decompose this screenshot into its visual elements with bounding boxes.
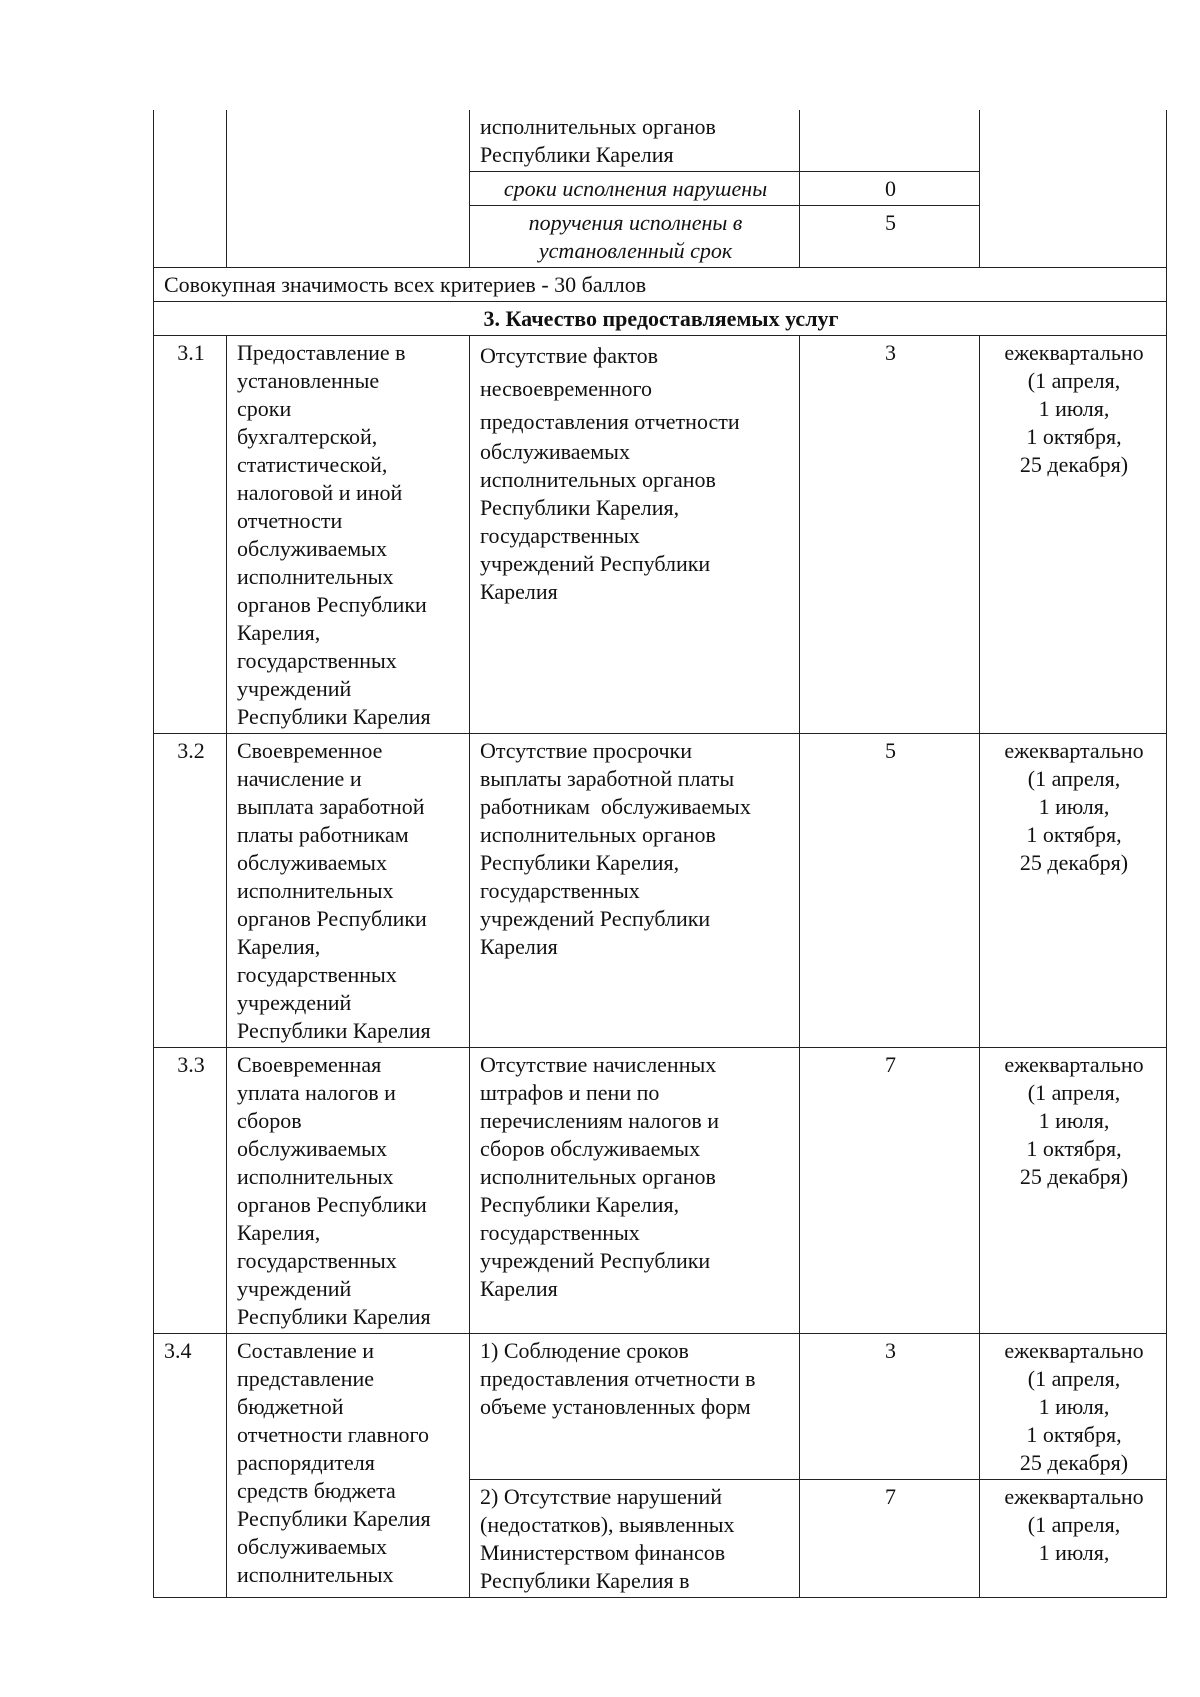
points-cell: 3 bbox=[800, 336, 980, 734]
criterion-cell bbox=[470, 1334, 800, 1480]
period-cell bbox=[980, 110, 1167, 268]
text-line: штрафов и пени по bbox=[480, 1080, 660, 1105]
text-line: выплата заработной bbox=[237, 794, 425, 819]
text-line: Республики Карелия в bbox=[480, 1568, 690, 1593]
points-cell: 7 bbox=[800, 1048, 980, 1334]
text-line: исполнительных bbox=[237, 1164, 394, 1189]
text-line: несвоевременного bbox=[480, 376, 652, 401]
period-cell bbox=[980, 1048, 1167, 1334]
text-line: сборов обслуживаемых bbox=[480, 1136, 701, 1161]
text-line: 1 октября, bbox=[1026, 822, 1122, 847]
text-line: ежеквартально bbox=[1004, 340, 1144, 365]
text-line: сроки bbox=[237, 396, 292, 421]
text-line: Отсутствие фактов bbox=[480, 343, 659, 368]
criterion-cell bbox=[470, 110, 800, 172]
text-line: отчетности главного bbox=[237, 1422, 430, 1447]
criterion-cell bbox=[470, 1048, 800, 1334]
text-line: Республики Карелия bbox=[237, 1506, 431, 1531]
text-line: учреждений Республики bbox=[480, 906, 711, 931]
text-line: выплаты заработной платы bbox=[480, 766, 735, 791]
text-line: представление bbox=[237, 1366, 375, 1391]
text-line: (1 апреля, bbox=[1027, 1080, 1121, 1105]
text-line: перечислениям налогов и bbox=[480, 1108, 720, 1133]
points-cell: 7 bbox=[800, 1480, 980, 1598]
text-line: 1 октября, bbox=[1026, 1422, 1122, 1447]
period-cell bbox=[980, 1480, 1167, 1598]
text-line: Карелия, bbox=[237, 934, 321, 959]
text-line: исполнительных органов bbox=[480, 822, 716, 847]
text-line: органов Республики bbox=[237, 592, 427, 617]
period-cell bbox=[980, 336, 1167, 734]
text-line: предоставления отчетности в bbox=[480, 1366, 756, 1391]
text-line: учреждений Республики bbox=[480, 1248, 711, 1273]
text-line: начисление и bbox=[237, 766, 362, 791]
criterion-cell bbox=[470, 734, 800, 1048]
indicator-cell bbox=[227, 734, 470, 1048]
text-line: органов Республики bbox=[237, 906, 427, 931]
text-line: Республики Карелия, bbox=[480, 850, 680, 875]
criterion-cell bbox=[470, 336, 800, 734]
text-line: исполнительных органов bbox=[480, 467, 716, 492]
text-line: исполнительных органов bbox=[480, 114, 716, 139]
text-line: статистической, bbox=[237, 452, 388, 477]
text-line: органов Республики bbox=[237, 1192, 427, 1217]
text-line: исполнительных bbox=[237, 564, 394, 589]
text-line: обслуживаемых bbox=[237, 536, 387, 561]
text-line: (1 апреля, bbox=[1027, 368, 1121, 393]
text-line: исполнительных bbox=[237, 878, 394, 903]
text-line: (недостатков), выявленных bbox=[480, 1512, 735, 1537]
text-line: государственных bbox=[237, 1248, 397, 1273]
text-line: 1) Соблюдение сроков bbox=[480, 1338, 689, 1363]
text-line: 1 июля, bbox=[1038, 1108, 1110, 1133]
text-line: установленные bbox=[237, 368, 380, 393]
text-line: уплата налогов и bbox=[237, 1080, 396, 1105]
text-line: работникам обслуживаемых bbox=[480, 794, 751, 819]
text-line: учреждений Республики bbox=[480, 551, 711, 576]
text-line: Предоставление в bbox=[237, 340, 406, 365]
text-line: Республики Карелия bbox=[237, 1304, 431, 1329]
text-line: учреждений bbox=[237, 1276, 352, 1301]
section-heading-row bbox=[154, 302, 1167, 336]
text-line: Отсутствие начисленных bbox=[480, 1052, 717, 1077]
row-number: 3.2 bbox=[154, 734, 227, 1048]
text-line: 1 июля, bbox=[1038, 1394, 1110, 1419]
table-row bbox=[154, 1334, 1167, 1480]
text-line: 25 декабря) bbox=[1019, 452, 1129, 477]
text-line: Карелия, bbox=[237, 620, 321, 645]
text-line: 1 июля, bbox=[1038, 1540, 1110, 1565]
points-cell bbox=[800, 110, 980, 172]
row-number: 3.1 bbox=[154, 336, 227, 734]
text-line: Своевременное bbox=[237, 738, 383, 763]
text-line: средств бюджета bbox=[237, 1478, 396, 1503]
num-cell bbox=[154, 110, 227, 268]
continued-row bbox=[154, 110, 1167, 172]
text-line: предоставления отчетности bbox=[480, 409, 740, 434]
text-line: исполнительных органов bbox=[480, 1164, 716, 1189]
text-line: Отсутствие просрочки bbox=[480, 738, 692, 763]
text-line: (1 апреля, bbox=[1027, 1366, 1121, 1391]
table-row bbox=[154, 734, 1167, 1048]
text-line: учреждений bbox=[237, 990, 352, 1015]
row-number: 3.4 bbox=[154, 1334, 227, 1598]
text-line: Республики Карелия bbox=[237, 1018, 431, 1043]
text-line: (1 апреля, bbox=[1027, 1512, 1121, 1537]
text-line: Своевременная bbox=[237, 1052, 382, 1077]
period-cell bbox=[980, 1334, 1167, 1480]
table-row bbox=[154, 336, 1167, 734]
text-line: Карелия bbox=[480, 579, 558, 604]
criteria-table bbox=[153, 110, 1167, 1598]
indicator-cell bbox=[227, 336, 470, 734]
text-line: обслуживаемых bbox=[237, 1534, 387, 1559]
text-line: государственных bbox=[237, 962, 397, 987]
text-line: бюджетной bbox=[237, 1394, 344, 1419]
criterion-cell bbox=[470, 1480, 800, 1598]
section-heading: 3. Качество предоставляемых услуг bbox=[154, 302, 1167, 336]
text-line: 1 октября, bbox=[1026, 1136, 1122, 1161]
indicator-cell bbox=[227, 1334, 470, 1598]
text-line: Карелия bbox=[480, 1276, 558, 1301]
text-line: поручения исполнены в bbox=[528, 210, 743, 235]
criterion-cell bbox=[470, 172, 800, 206]
period-cell bbox=[980, 734, 1167, 1048]
text-line: исполнительных bbox=[237, 1562, 394, 1587]
total-row bbox=[154, 268, 1167, 302]
indicator-cell bbox=[227, 110, 470, 268]
text-line: распорядителя bbox=[237, 1450, 375, 1475]
text-line: 2) Отсутствие нарушений bbox=[480, 1484, 723, 1509]
text-line: обслуживаемых bbox=[237, 1136, 387, 1161]
text-line: Карелия, bbox=[237, 1220, 321, 1245]
text-line: 25 декабря) bbox=[1019, 1164, 1129, 1189]
text-line: государственных bbox=[480, 523, 640, 548]
text-line: Республики Карелия bbox=[237, 704, 431, 729]
text-line: Республики Карелия, bbox=[480, 1192, 680, 1217]
text-line: 1 июля, bbox=[1038, 396, 1110, 421]
text-line: государственных bbox=[237, 648, 397, 673]
row-number: 3.3 bbox=[154, 1048, 227, 1334]
text-line: платы работникам bbox=[237, 822, 409, 847]
points-cell: 0 bbox=[800, 172, 980, 206]
text-line: Карелия bbox=[480, 934, 558, 959]
text-line: 25 декабря) bbox=[1019, 850, 1129, 875]
text-line: 1 июля, bbox=[1038, 794, 1110, 819]
points-cell: 3 bbox=[800, 1334, 980, 1480]
indicator-cell bbox=[227, 1048, 470, 1334]
text-line: сборов bbox=[237, 1108, 302, 1133]
points-cell: 5 bbox=[800, 206, 980, 268]
criterion-cell bbox=[470, 206, 800, 268]
text-line: отчетности bbox=[237, 508, 343, 533]
points-cell: 5 bbox=[800, 734, 980, 1048]
text-line: Республики Карелия bbox=[480, 142, 674, 167]
text-line: учреждений bbox=[237, 676, 352, 701]
text-line: налоговой и иной bbox=[237, 480, 403, 505]
text-line: 25 декабря) bbox=[1019, 1450, 1129, 1475]
text-line: установленный срок bbox=[538, 238, 733, 263]
text-line: ежеквартально bbox=[1004, 738, 1144, 763]
text-line: ежеквартально bbox=[1004, 1484, 1144, 1509]
text-line: обслуживаемых bbox=[237, 850, 387, 875]
text-line: (1 апреля, bbox=[1027, 766, 1121, 791]
text-line: объеме установленных форм bbox=[480, 1394, 751, 1419]
text-line: сроки исполнения нарушены bbox=[503, 176, 768, 201]
text-line: ежеквартально bbox=[1004, 1052, 1144, 1077]
text-line: государственных bbox=[480, 878, 640, 903]
text-line: Министерством финансов bbox=[480, 1540, 726, 1565]
text-line: 1 октября, bbox=[1026, 424, 1122, 449]
text-line: государственных bbox=[480, 1220, 640, 1245]
table-row bbox=[154, 1048, 1167, 1334]
text-line: ежеквартально bbox=[1004, 1338, 1144, 1363]
text-line: обслуживаемых bbox=[480, 439, 630, 464]
text-line: Составление и bbox=[237, 1338, 375, 1363]
total-cell: Совокупная значимость всех критериев - 30 баллов bbox=[154, 268, 1167, 302]
text-line: бухгалтерской, bbox=[237, 424, 378, 449]
text-line: Республики Карелия, bbox=[480, 495, 680, 520]
